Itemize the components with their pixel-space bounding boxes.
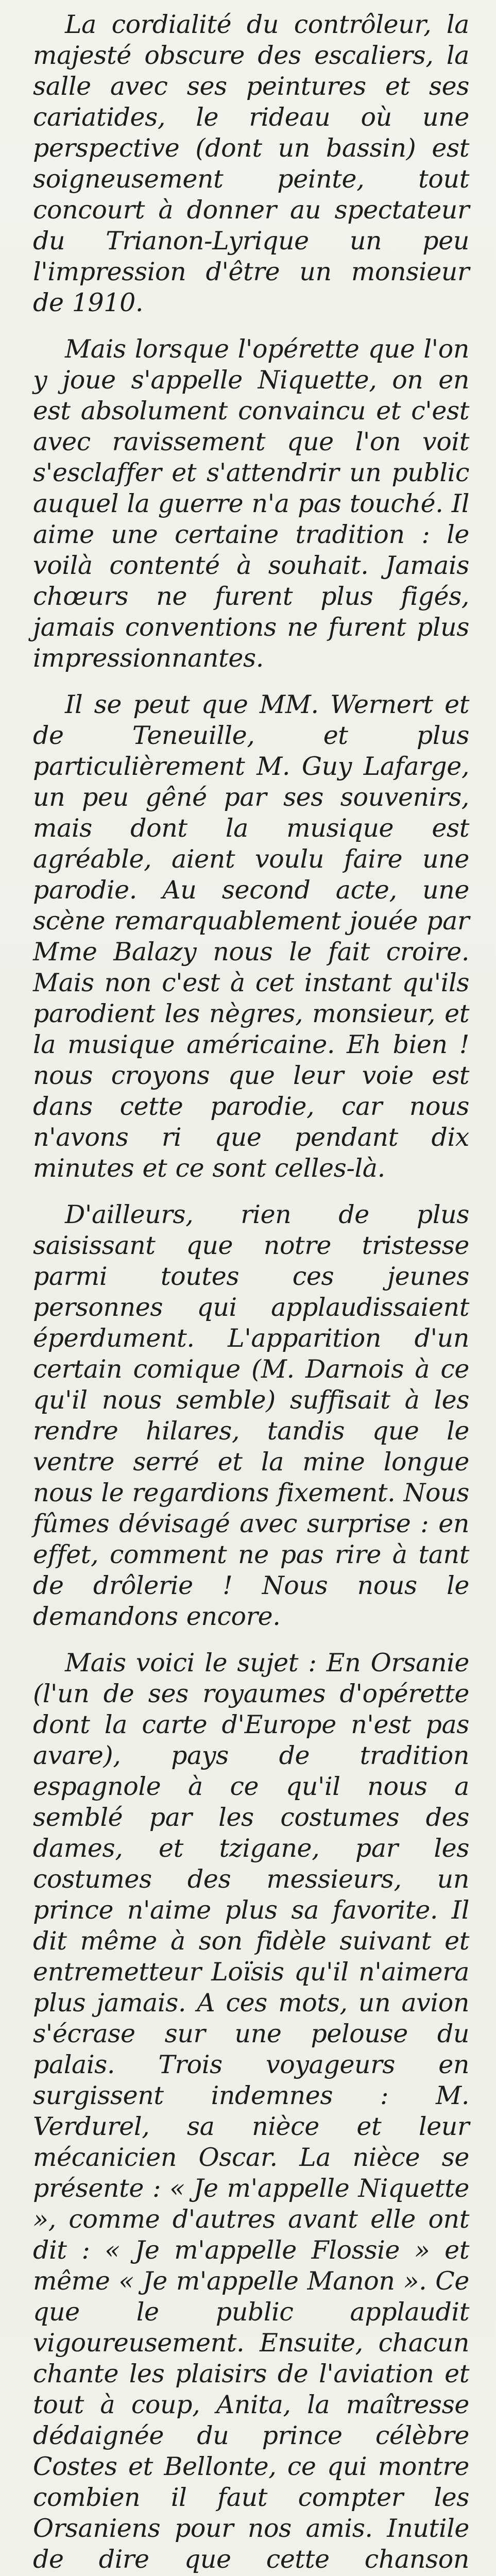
paragraph-4: D'ailleurs, rien de plus saisissant que notre tristesse parmi toutes ces jeunes personnes qui applaudissaient éperdument. L'apparition d'un certain comique (M. Darnois à ce qu'il nous semble) suffisait à les rendre hilares, tandis que le ventre serré et la mine longue nous le regardions fixement. Nous fûmes dévisagé avec surprise : en effet, comment ne pas rire à tant de drôlerie ! Nous nous le demandons encore. — [33, 1200, 470, 1631]
paragraph-2: Mais lorsque l'opérette que l'on y joue s'appelle Niquette, on en est absolument convaincu et c'est avec ravissement que l'on voit s'esclaffer et s'attendrir un public auquel la guerre n'a pas touché. Il aime une certaine tradition : le voilà contenté à souhait. Jamais chœurs ne furent plus figés, jamais conventions ne furent plus impressionnantes. — [33, 334, 469, 673]
review-article — [33, 0, 469, 2576]
paragraph-1: La cordialité du contrôleur, la majesté obscure des escaliers, la salle avec ses peintures et ses cariatides, le rideau où une perspective (dont un bassin) est soigneusement peinte, tout concourt à donner au spectateur du Trianon-Lyrique un peu l'impression d'être un monsieur de 1910. — [33, 10, 469, 317]
paragraph-3: Il se peut que MM. Wernert et de Teneuille, et plus particulièrement M. Guy Lafarge, un peu gêné par ses souvenirs, mais dont la musique est agréable, aient voulu faire une parodie. Au second acte, une scène remarquablement jouée par Mme Balazy nous le fait croire. Mais non c'est à cet instant qu'ils parodient les nègres, monsieur, et la musique américaine. Eh bien ! nous croyons que leur voie est dans cette parodie, car nous n'avons ri que pendant dix minutes et ce sont celles-là. — [33, 690, 469, 1183]
paragraph-5: Mais voici le sujet : En Orsanie (l'un de ses royaumes d'opérette dont la carte d'Europe n'est pas avare), pays de tradition espagnole à ce qu'il nous a semblé par les costumes des dames, et tzigane, par les costumes des messieurs, un prince n'aime plus sa favorite. Il dit même à son fidèle suivant et entremetteur Loïsis qu'il n'aimera plus jamais. A ces mots, un avion s'écrase sur une pelouse du palais. Trois voyageurs en surgissent indemnes : M. Verdurel, sa nièce et leur mécanicien Oscar. La nièce se présente : « Je m'appelle Niquette », comme d'autres avant elle ont dit : « Je m'appelle Flossie » et même « Je m'appelle Manon ». Ce que le public applaudit vigoureusement. Ensuite, chacun chante les plaisirs de l'aviation et tout à coup, Anita, la maîtresse dédaignée du prince célèbre Costes et Bellonte, ce qui montre combien il faut compter les Orsaniens pour nos amis. Inutile de dire que cette chanson — [33, 1648, 469, 2574]
